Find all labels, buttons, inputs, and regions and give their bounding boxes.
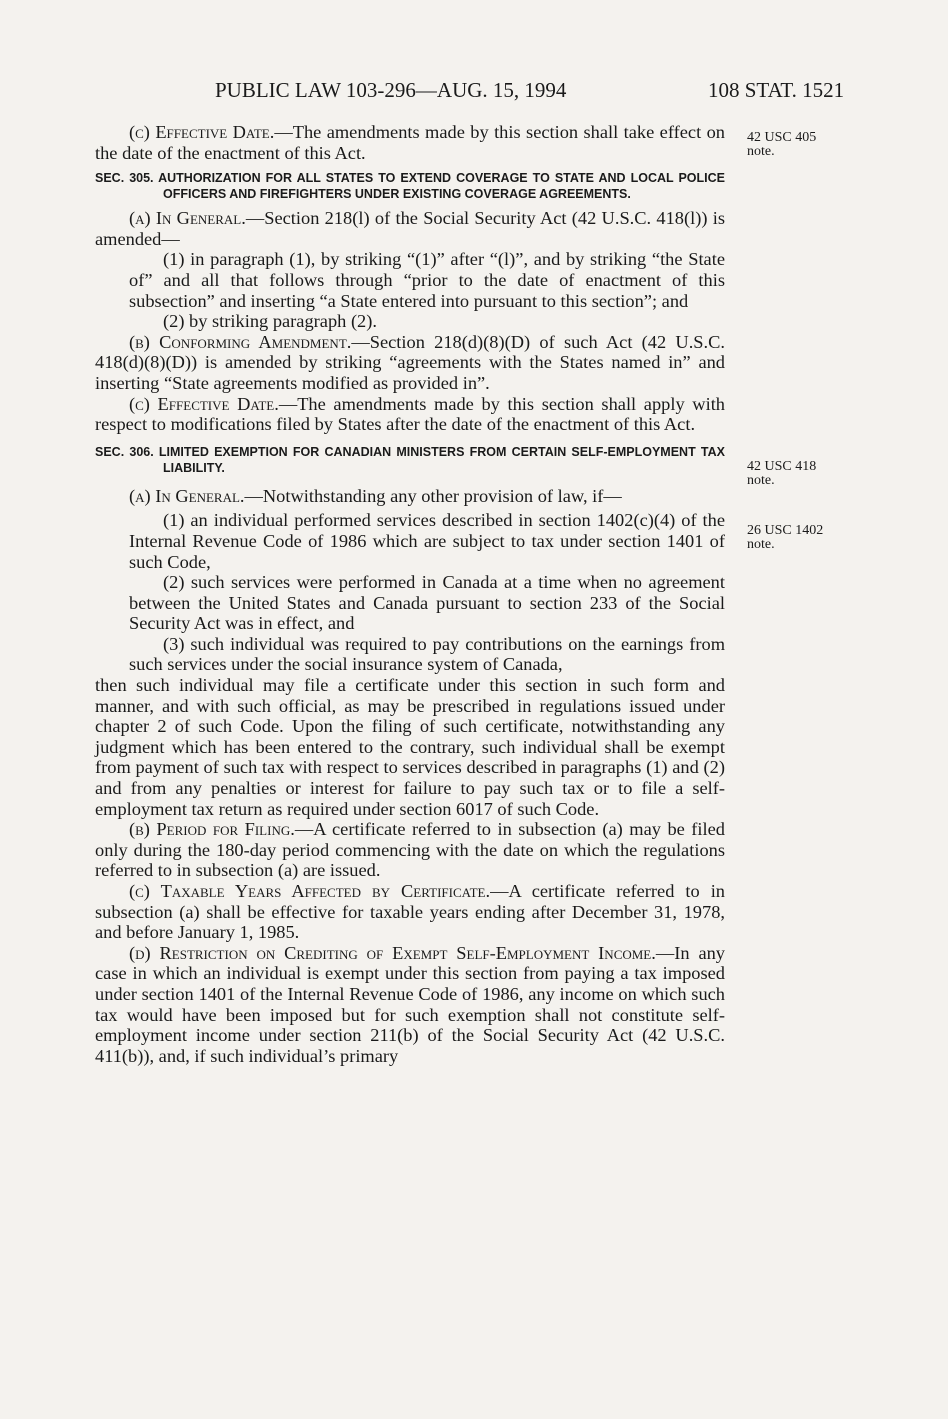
- margin-note-42-usc-405: 42 USC 405 note.: [747, 130, 817, 159]
- clause-2-306: (2) such services were performed in Canada at a time when no agreement between the United States and Canada pursuant to section 233 of the Social Security Act was in effect, and: [129, 572, 725, 634]
- paragraph-certificate-filing: then such individual may file a certificate under this section in such form and manner, and with such official, as may be prescribed in regulations issued under chapter 2 of such Code. Upon the filing of such certificate, notwithstanding any judgment which has been entered to the contrary, such individual shall be exempt from payment of such tax with respect to services described in paragraphs (1) and (2) and from any penalties or interest for failure to pay such tax or to file a self-employment tax return as required under section 6017 of such Code.: [95, 675, 725, 819]
- clause-1-305: (1) in paragraph (1), by striking “(1)” after “(l)”, and by striking “the State of” and all that follows through “prior to the date of enactment of this subsection” and inserting “a State entered into pursuant to this section”; and: [129, 249, 725, 311]
- paragraph-in-general-305: (a) In General.—Section 218(l) of the Social Security Act (42 U.S.C. 418(l)) is amended—: [95, 208, 725, 249]
- statute-page-number: 108 STAT. 1521: [708, 78, 845, 102]
- paragraph-taxable-years: (c) Taxable Years Affected by Certificate.—A certificate referred to in subsection (a) shall be effective for taxable years ending after December 31, 1978, and before January 1, 1985.: [95, 881, 726, 943]
- running-title: PUBLIC LAW 103-296—AUG. 15, 1994: [215, 78, 567, 102]
- document-body: [95, 122, 725, 1066]
- margin-note-26-usc-1402: 26 USC 1402 note.: [747, 523, 824, 552]
- clause-1-306: (1) an individual performed services described in section 1402(c)(4) of the Internal Revenue Code of 1986 which are subject to tax under section 1401 of such Code,: [129, 510, 725, 572]
- paragraph-effective-date-1: (c) Effective Date.—The amendments made by this section shall take effect on the date of the enactment of this Act.: [95, 122, 725, 163]
- clause-3-306: (3) such individual was required to pay contributions on the earnings from such services under the social insurance system of Canada,: [129, 633, 725, 675]
- page-header: [0, 78, 948, 108]
- paragraph-conforming-amendment: (b) Conforming Amendment.—Section 218(d)(8)(D) of such Act (42 U.S.C. 418(d)(8)(D)) is amended by striking “agreements with the States named in” and inserting “State agreements modified as provided in”.: [95, 331, 725, 393]
- margin-note-42-usc-418: 42 USC 418 note.: [747, 459, 817, 488]
- paragraph-restriction-on-crediting: (d) Restriction on Crediting of Exempt Self-Employment Income.—In any case in which an individual is exempt under this section from paying a tax imposed under section 1401 of the Internal Revenue Code of 1986, any income on which such tax would have been imposed but for such exemption shall not constitute self-employment income under section 211(b) of the Social Security Act (42 U.S.C. 411(b)), and, if such individual’s primary: [95, 942, 725, 1066]
- paragraph-period-for-filing: (b) Period for Filing.—A certificate referred to in subsection (a) may be filed only during the 180-day period commencing with the date on which the regulations referred to in subsection (a) are issued.: [95, 819, 725, 881]
- section-305-heading: SEC. 305. AUTHORIZATION FOR ALL STATES TO EXTEND COVERAGE TO STATE AND LOCAL POLICE OFFICERS AND FIREFIGHTERS UNDER EXISTING COVERAGE AGREEMENTS.: [95, 171, 725, 202]
- paragraph-effective-date-2: (c) Effective Date.—The amendments made by this section shall apply with respect to modifications filed by States after the date of the enactment of this Act.: [95, 393, 725, 435]
- section-306-heading: SEC. 306. LIMITED EXEMPTION FOR CANADIAN MINISTERS FROM CERTAIN SELF-EMPLOYMENT TAX LIABILITY.: [95, 444, 725, 475]
- clause-2-305: (2) by striking paragraph (2).: [163, 311, 377, 332]
- paragraph-in-general-306: (a) In General.—Notwithstanding any other provision of law, if—: [129, 485, 622, 506]
